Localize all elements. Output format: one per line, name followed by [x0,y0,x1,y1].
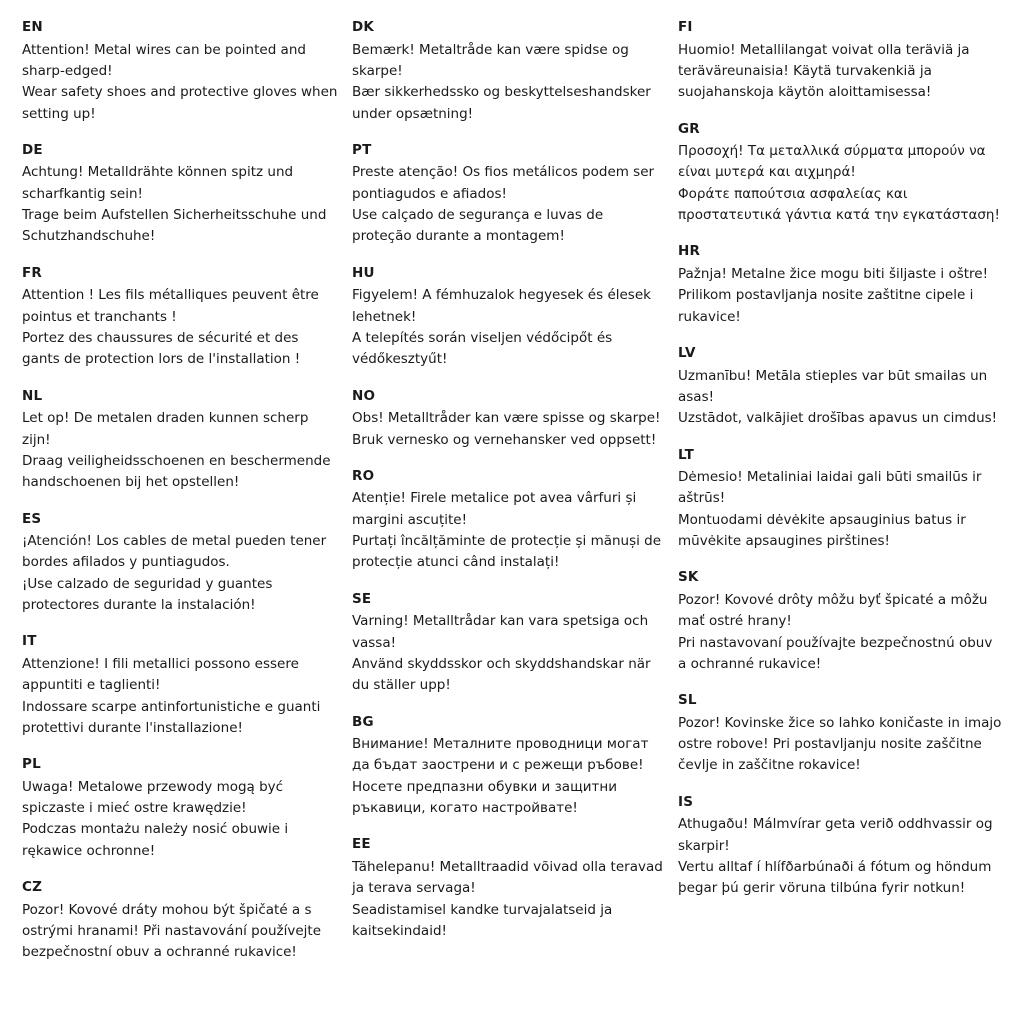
warning-line: Pažnja! Metalne žice mogu biti šiljaste i oštre! [678,265,989,282]
warning-line: Uzstādot, valkājiet drošības apavus un cimdus! [678,410,998,427]
warning-line: Wear safety shoes and protective gloves when setting up! [22,84,338,122]
warning-line: Seadistamisel kandke turvajalatseid ja kaitsekindaid! [352,901,613,940]
warning-line: Uzmanību! Metāla stieples var būt smailas un asas! [678,367,988,405]
warning-line: Dėmesio! Metaliniai laidai gali būti smailūs ir aštrūs! [678,469,982,507]
warning-line: Attenzione! I fili metallici possono essere appuntiti e taglienti! [22,655,299,694]
language-code: NO [352,387,376,404]
warning-line: Huomio! Metallilangat voivat olla teräviä ja teräväreunaisia! Käytä turvakenkiä ja suojahanskoja käytön aloittamisessa! [678,41,970,101]
language-code: RO [352,467,375,484]
language-block-de [22,141,338,248]
warning-line: Varning! Metalltrådar kan vara spetsiga och vassa! [352,613,649,651]
language-block-fr [22,264,338,371]
language-block-cz [22,878,338,964]
warning-line: Indossare scarpe antinfortunistiche e guanti protettivi durante l'installazione! [22,698,321,736]
language-text [352,40,664,125]
warning-line: Uwaga! Metalowe przewody mogą być spiczaste i mieć ostre krawędzie! [22,778,284,817]
warning-line: Preste atenção! Os fios metálicos podem ser pontiagudos e afiados! [352,164,655,202]
warning-line: Tähelepanu! Metalltraadid võivad olla teravad ja terava servaga! [352,859,663,897]
language-code: DE [22,141,43,158]
warning-line: Atenție! Firele metalice pot avea vârfuri și margini ascuțite! [352,490,637,528]
language-block-no [352,387,664,451]
language-text [22,285,338,370]
language-code: EN [22,19,43,35]
language-text [678,264,1004,328]
language-code: BG [352,713,374,730]
warning-line: Pozor! Kovové drôty môžu byť špicaté a môžu mať ostré hrany! [678,591,988,630]
language-code: DK [352,19,375,35]
warning-line: Athugaðu! Málmvírar geta verið oddhvassir og skarpir! [678,816,993,854]
language-column-2 [352,18,678,958]
warning-line: Let op! De metalen draden kunnen scherp zijn! [22,410,309,448]
warning-line: Vertu alltaf í hlífðarbúnaði á fótum og höndum þegar þú gerir vöruna tilbúna fyrir notkun! [678,859,992,897]
language-block-is [678,793,1004,900]
language-code: PL [22,756,41,773]
language-block-lv [678,344,1004,430]
warning-line: Achtung! Metalldrähte können spitz und scharfkantig sein! [22,164,294,202]
warning-line: Portez des chaussures de sécurité et des gants de protection lors de l'installation ! [22,329,301,368]
language-code: IS [678,793,694,810]
warning-line: Använd skyddsskor och skyddshandskar när du ställer upp! [352,655,651,694]
language-code: HU [352,264,375,281]
language-text [22,162,338,247]
language-block-nl [22,387,338,494]
language-code: SE [352,590,372,607]
language-code: GR [678,120,700,137]
language-text [352,408,664,451]
warning-line: Pozor! Kovinske žice so lahko koničaste in imajo ostre robove! Pri postavljanju nosite zaščitne čevlje in zaščitne rokavice! [678,714,1002,774]
language-block-hr [678,242,1004,328]
language-column-1 [22,18,352,980]
language-block-lt [678,446,1004,553]
warning-line: Bruk vernesko og vernehansker ved oppsett! [352,431,657,448]
language-text [678,713,1004,777]
warning-line: Trage beim Aufstellen Sicherheitsschuhe und Schutzhandschuhe! [22,207,327,245]
language-block-pt [352,141,664,248]
language-text [352,857,664,942]
language-code: FI [678,19,693,35]
language-code: HR [678,243,701,260]
warning-line: Φοράτε παπούτσια ασφαλείας και προστατευτικά γάντια κατά την εγκατάσταση! [678,185,1000,224]
language-code: LV [678,344,696,361]
warning-line: ¡Atención! Los cables de metal pueden tener bordes afilados y puntiagudos. [22,533,327,571]
warning-line: Montuodami dėvėkite apsauginius batus ir mūvėkite apsaugines pirštines! [678,511,966,550]
language-code: ES [22,510,42,527]
language-text [678,141,1004,226]
warning-line: Obs! Metalltråder kan være spisse og skarpe! [352,410,661,427]
warning-line: Bemærk! Metaltråde kan være spidse og skarpe! [352,41,629,79]
warning-line: Prilikom postavljanja nosite zaštitne cipele i rukavice! [678,287,974,325]
warning-line: Purtați încălțăminte de protecție și mănuși de protecție atunci când instalați! [352,533,662,571]
language-code: IT [22,633,37,650]
warning-line: Use calçado de segurança e luvas de proteção durante a montagem! [352,207,604,245]
language-code: NL [22,387,43,404]
language-block-bg [352,713,664,820]
language-block-es [22,510,338,617]
language-code: SK [678,569,699,586]
warning-line: Bær sikkerhedssko og beskyttelseshandsker under opsætning! [352,84,651,122]
language-text [352,285,664,370]
language-text [22,900,338,964]
warning-line: Podczas montażu należy nosić obuwie i rękawice ochronne! [22,821,289,859]
language-code: FR [22,264,43,281]
language-code: CZ [22,879,43,896]
language-text [678,814,1004,899]
warning-line: Attention! Metal wires can be pointed and sharp-edged! [22,41,306,79]
language-block-sl [678,691,1004,777]
language-code: EE [352,836,371,853]
language-column-3 [678,18,1004,916]
language-text [352,734,664,819]
language-block-ee [352,835,664,942]
warning-line: ¡Use calzado de seguridad y guantes protectores durante la instalación! [22,575,273,614]
language-text [352,162,664,247]
language-text [678,40,1004,104]
warning-line: Draag veiligheidsschoenen en beschermende handschoenen bij het opstellen! [22,452,331,491]
warning-line: Pri nastavovaní používajte bezpečnostnú obuv a ochranné rukavice! [678,634,993,672]
language-block-gr [678,120,1004,227]
language-text [678,467,1004,552]
language-block-dk [352,18,664,125]
language-text [22,654,338,739]
warning-line: Figyelem! A fémhuzalok hegyesek és élesek lehetnek! [352,287,651,325]
language-block-se [352,590,664,697]
language-block-it [22,632,338,739]
language-block-hu [352,264,664,371]
language-text [22,777,338,862]
language-block-pl [22,755,338,862]
language-block-sk [678,568,1004,675]
language-text [352,611,664,696]
language-text [352,488,664,573]
language-code: PT [352,141,372,158]
warning-line: Attention ! Les fils métalliques peuvent être pointus et tranchants ! [22,287,319,325]
language-text [678,590,1004,675]
warning-line: Pozor! Kovové dráty mohou být špičaté a s ostrými hranami! Při nastavování používejte bezpečnostní obuv a ochranné rukavice! [22,901,322,961]
language-text [22,40,338,125]
language-block-ro [352,467,664,574]
language-block-fi [678,18,1004,104]
warning-line: Προσοχή! Τα μεταλλικά σύρματα μπορούν να είναι μυτερά και αιχμηρά! [678,143,986,181]
language-text [22,408,338,493]
warning-line: Внимание! Металните проводници могат да бъдат заострени и с режещи ръбове! [352,736,649,774]
language-block-en [22,18,338,125]
language-code: SL [678,692,697,709]
warning-line: Носете предпазни обувки и защитни ръкавици, когато настройвате! [352,778,618,817]
language-code: LT [678,446,694,463]
language-text [22,531,338,616]
language-text [678,366,1004,430]
warning-line: A telepítés során viseljen védőcipőt és védőkesztyűt! [352,329,613,368]
